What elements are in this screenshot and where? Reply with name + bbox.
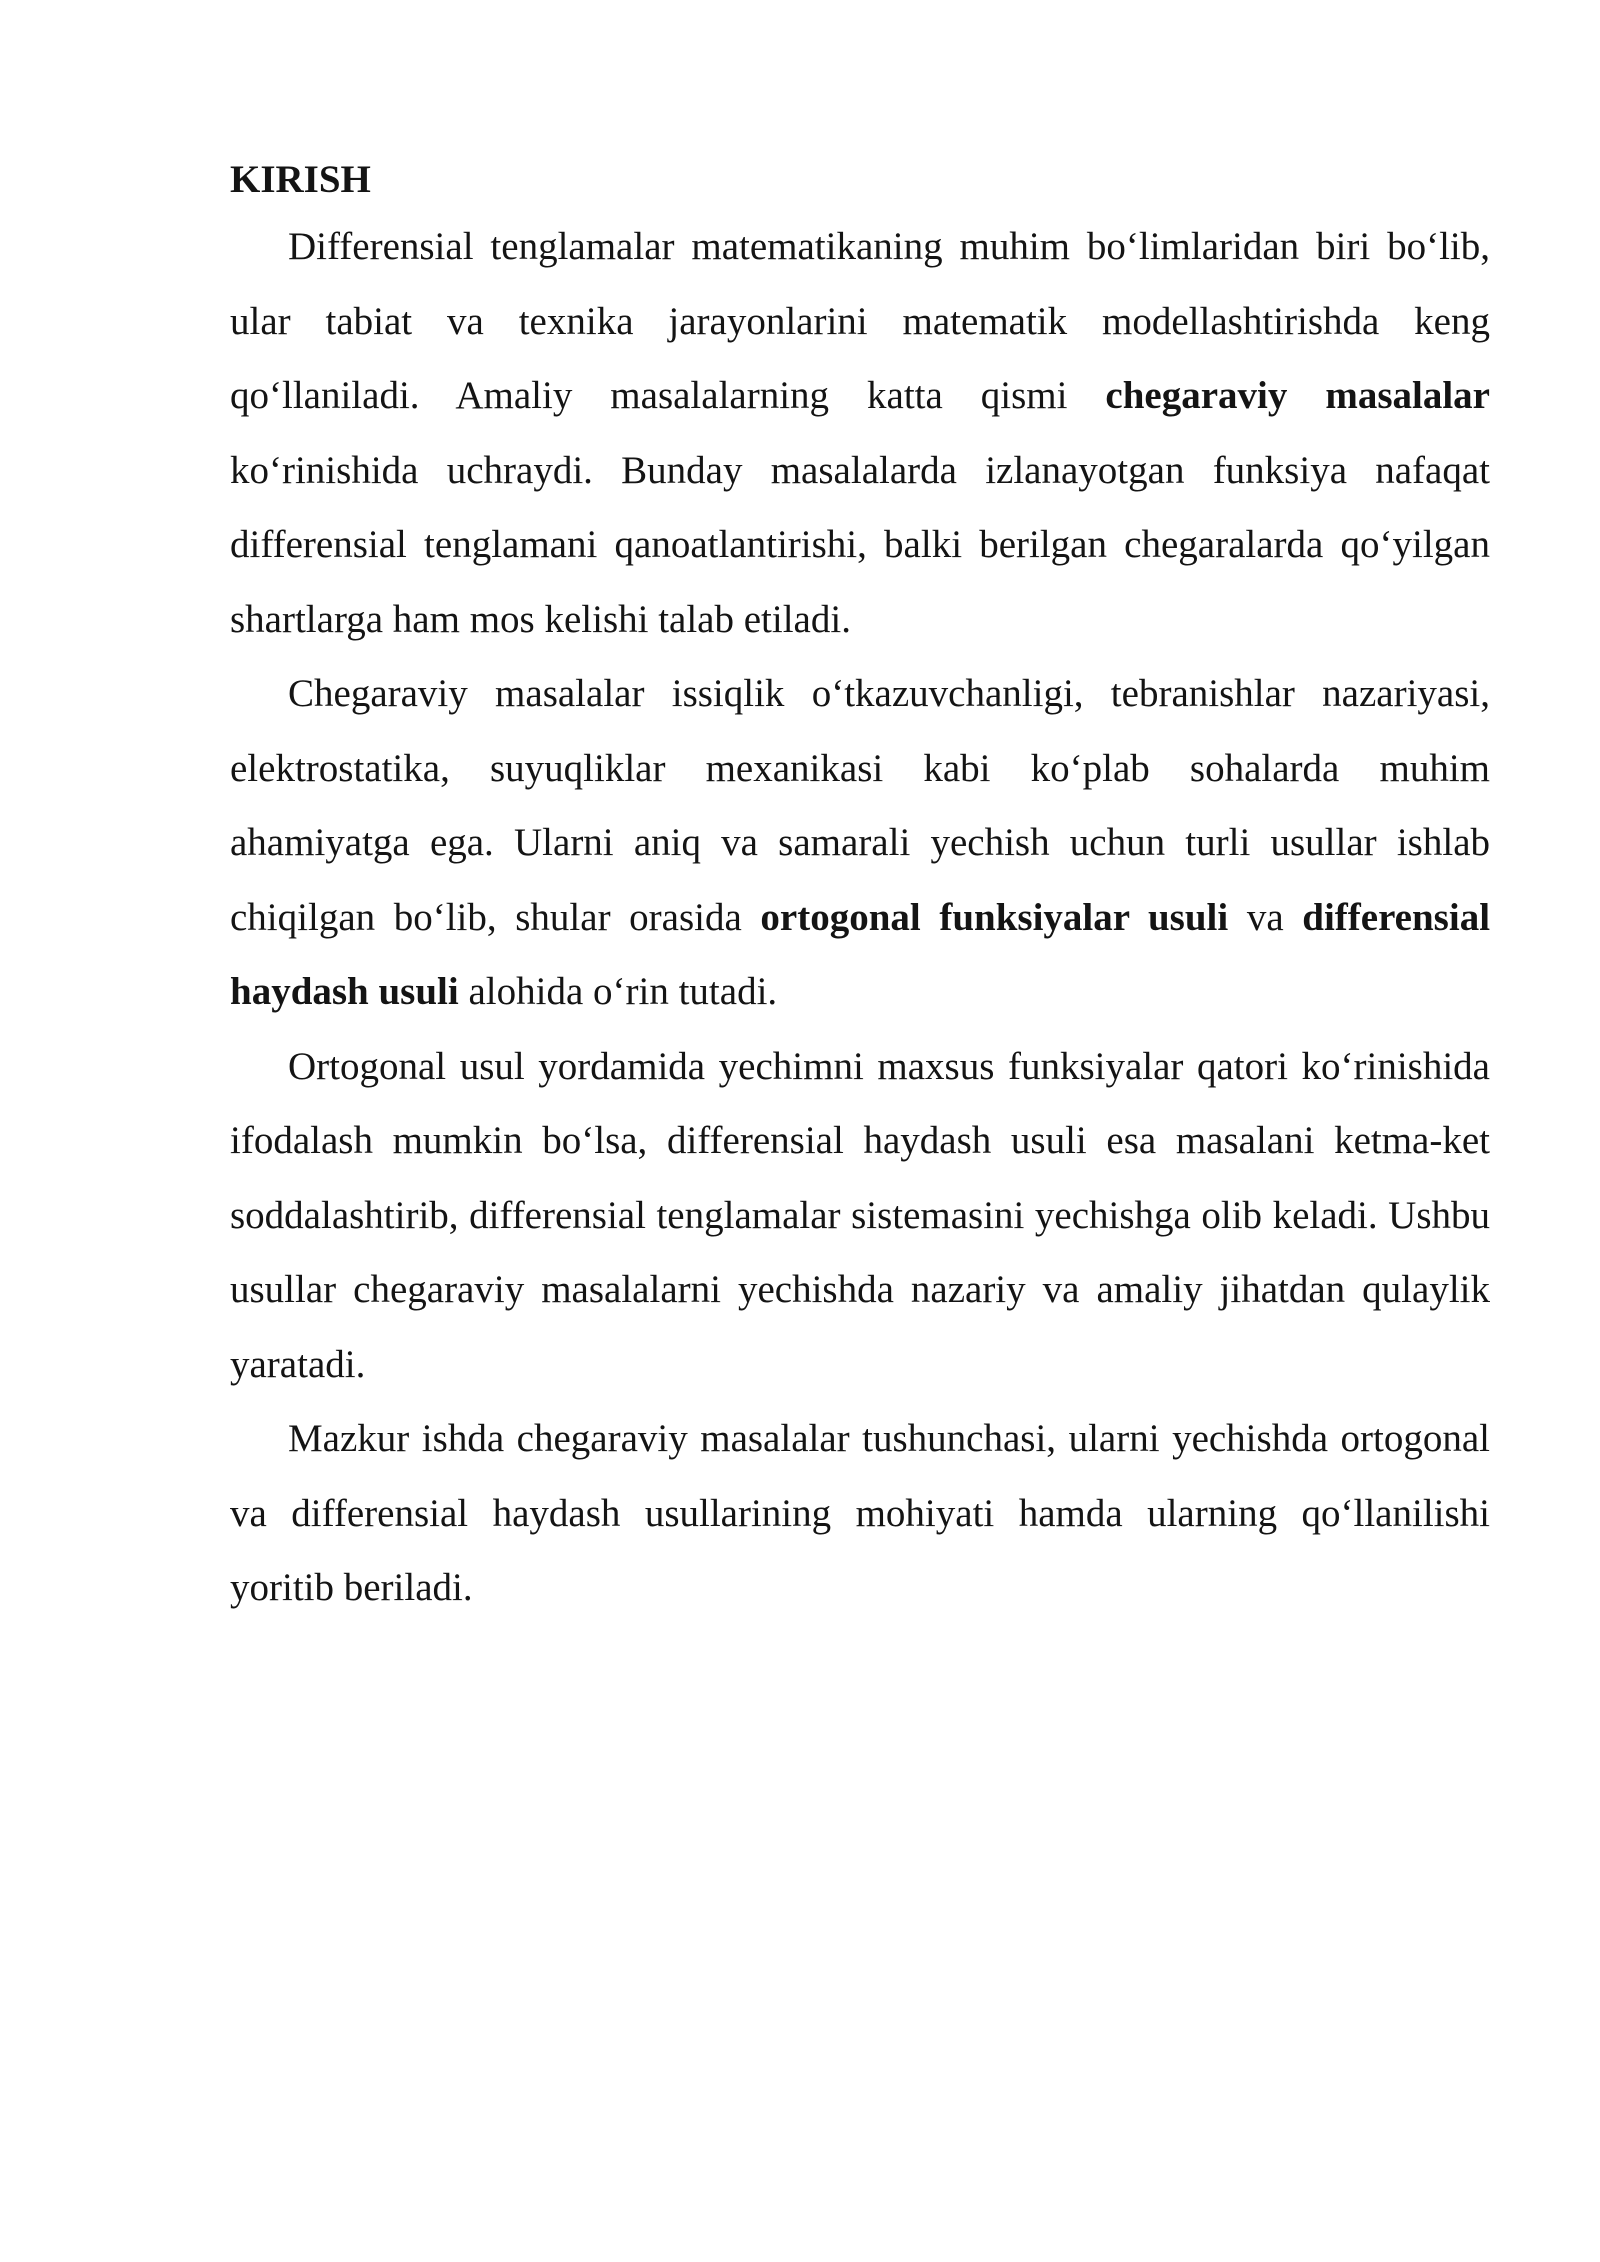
document-body [230, 150, 1490, 1626]
paragraph-1-text-2: ko‘rinishida uchraydi. Bunday masalalarda izlanayotgan funksiya nafaqat differensial tenglamani qanoatlantirishi, balki berilgan chegaralarda qo‘yilgan shartlarga ham mos kelishi talab etiladi. [230, 448, 1490, 641]
paragraph-2-bold-term-2: differensial haydash usuli [230, 895, 1491, 1013]
paragraph-2-text-3: alohida o‘rin tutadi. [458, 970, 778, 1013]
paragraph-4-text-1: Mazkur ishda chegaraviy masalalar tushunchasi, ularni yechishda ortogonal va differensial haydash usullarining mohiyati hamda ularning qo‘llanilishi yoritib beriladi. [230, 1417, 1490, 1609]
paragraph-1-text-1: Differensial tenglamalar matematikaning muhim bo‘limlaridan biri bo‘lib, ular tabiat va texnika jarayonlarini matematik modellashtirishda keng qo‘llaniladi. Amaliy masalalarning katta qismi [230, 225, 1490, 417]
paragraph-2-text-1: Chegaraviy masalalar issiqlik o‘tkazuvchanligi, tebranishlar nazariyasi, elektrostatika, suyuqliklar mexanikasi kabi ko‘plab sohalarda muhim ahamiyatga ega. Ularni aniq va samarali yechish uchun turli usullar ishlab chiqilgan bo‘lib, shular orasida [230, 672, 1490, 939]
paragraph-1-bold-term: chegaraviy masalalar [1105, 374, 1490, 417]
paragraph-4 [230, 1402, 1490, 1626]
section-heading: KIRISH [230, 158, 371, 201]
paragraph-3-text-1: Ortogonal usul yordamida yechimni maxsus funksiyalar qatori ko‘rinishida ifodalash mumkin bo‘lsa, differensial haydash usuli esa masalani ketma-ket soddalashtirib, differensial tenglamalar sistemasini yechishga olib keladi. Ushbu usullar chegaraviy masalalarni yechishda nazariy va amaliy jihatdan qulaylik yaratadi. [230, 1044, 1490, 1386]
paragraph-2 [230, 657, 1490, 1030]
paragraph-2-bold-term-1: ortogonal funksiyalar usuli [760, 895, 1229, 939]
paragraph-2-text-2: va [1228, 895, 1303, 939]
paragraph-1 [230, 210, 1490, 657]
paragraph-3 [230, 1030, 1490, 1403]
